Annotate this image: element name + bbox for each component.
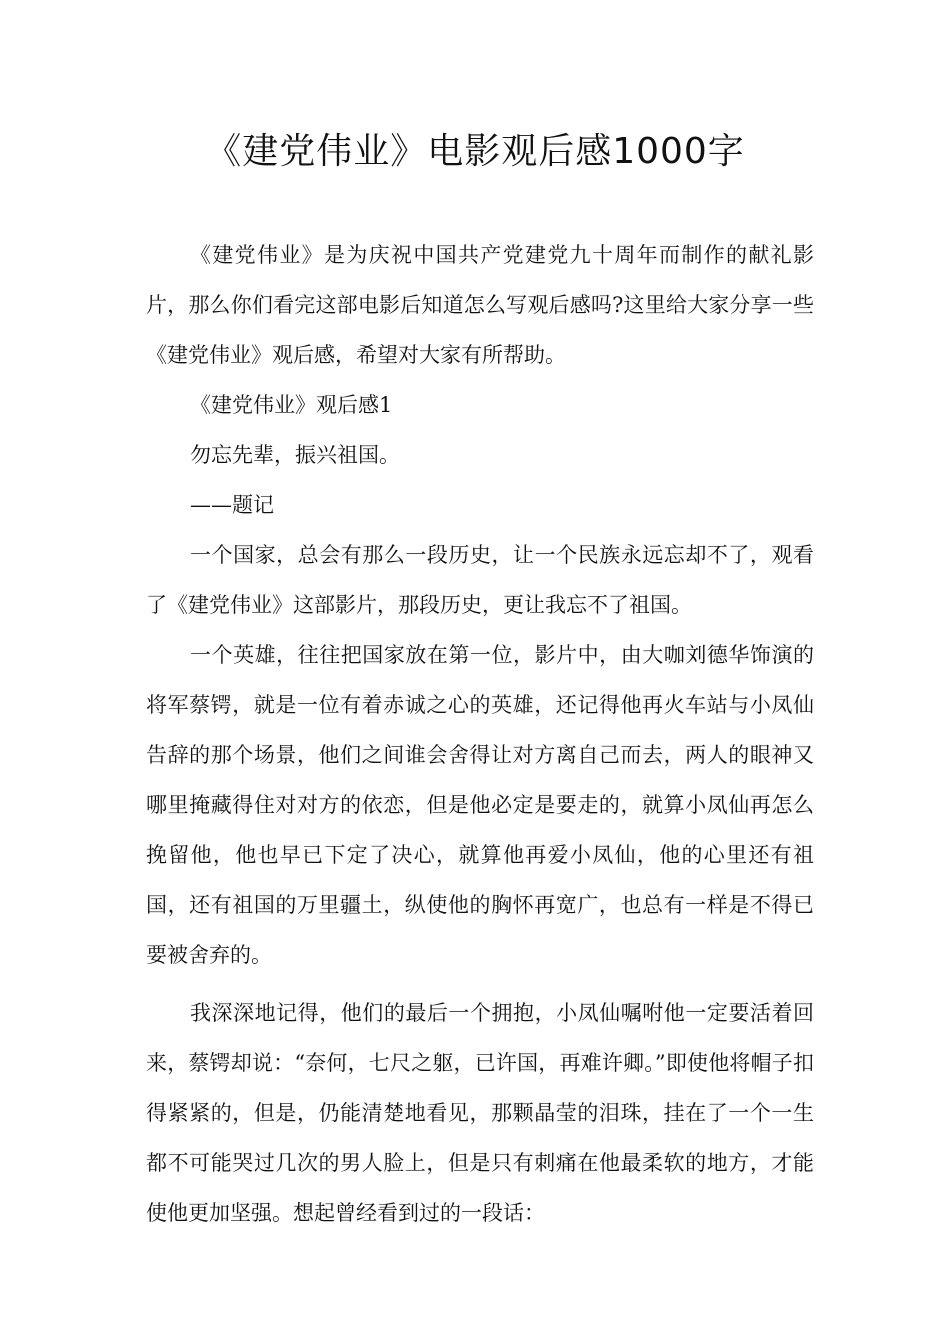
paragraph-motto: 勿忘先辈，振兴祖国。 — [190, 443, 400, 467]
paragraph-history: 一个国家，总会有那么一段历史，让一个民族永远忘却不了，观看了《建党伟业》这部影片，那段历史，更让我忘不了祖国。 — [146, 543, 814, 617]
document-title: 《建党伟业》电影观后感1000字 — [205, 131, 745, 172]
paragraph-farewell: 我深深地记得，他们的最后一个拥抱，小凤仙嘱咐他一定要活着回来，蔡锷却说：“奈何，七尺之躯，已许国，再难许卿。”即使他将帽子扣得紧紧的，但是，仍能清楚地看见，那颗晶莹的泪珠，挂在了一个一生都不可能哭过几次的男人脸上，但是只有刺痛在他最柔软的地方，才能使他更加坚强。想起曾经看到过的一段话： — [146, 1001, 814, 1225]
paragraph-hero: 一个英雄，往往把国家放在第一位，影片中，由大咖刘德华饰演的将军蔡锷，就是一位有着赤诚之心的英雄，还记得他再火车站与小凤仙告辞的那个场景，他们之间谁会舍得让对方离自己而去，两人的眼神又哪里掩藏得住对对方的依恋，但是他必定是要走的，就算小凤仙再怎么挽留他，他也早已下定了决心，就算他再爱小凤仙，他的心里还有祖国，还有祖国的万里疆土，纵使他的胸怀再宽广，也总有一样是不得已要被舍弃的。 — [146, 643, 814, 967]
paragraph-intro: 《建党伟业》是为庆祝中国共产党建党九十周年而制作的献礼影片，那么你们看完这部电影后知道怎么写观后感吗?这里给大家分享一些《建党伟业》观后感，希望对大家有所帮助。 — [146, 243, 814, 367]
paragraph-section-heading: 《建党伟业》观后感1 — [190, 393, 393, 417]
document-body — [146, 230, 814, 1238]
paragraph-inscription: ——题记 — [190, 493, 274, 517]
